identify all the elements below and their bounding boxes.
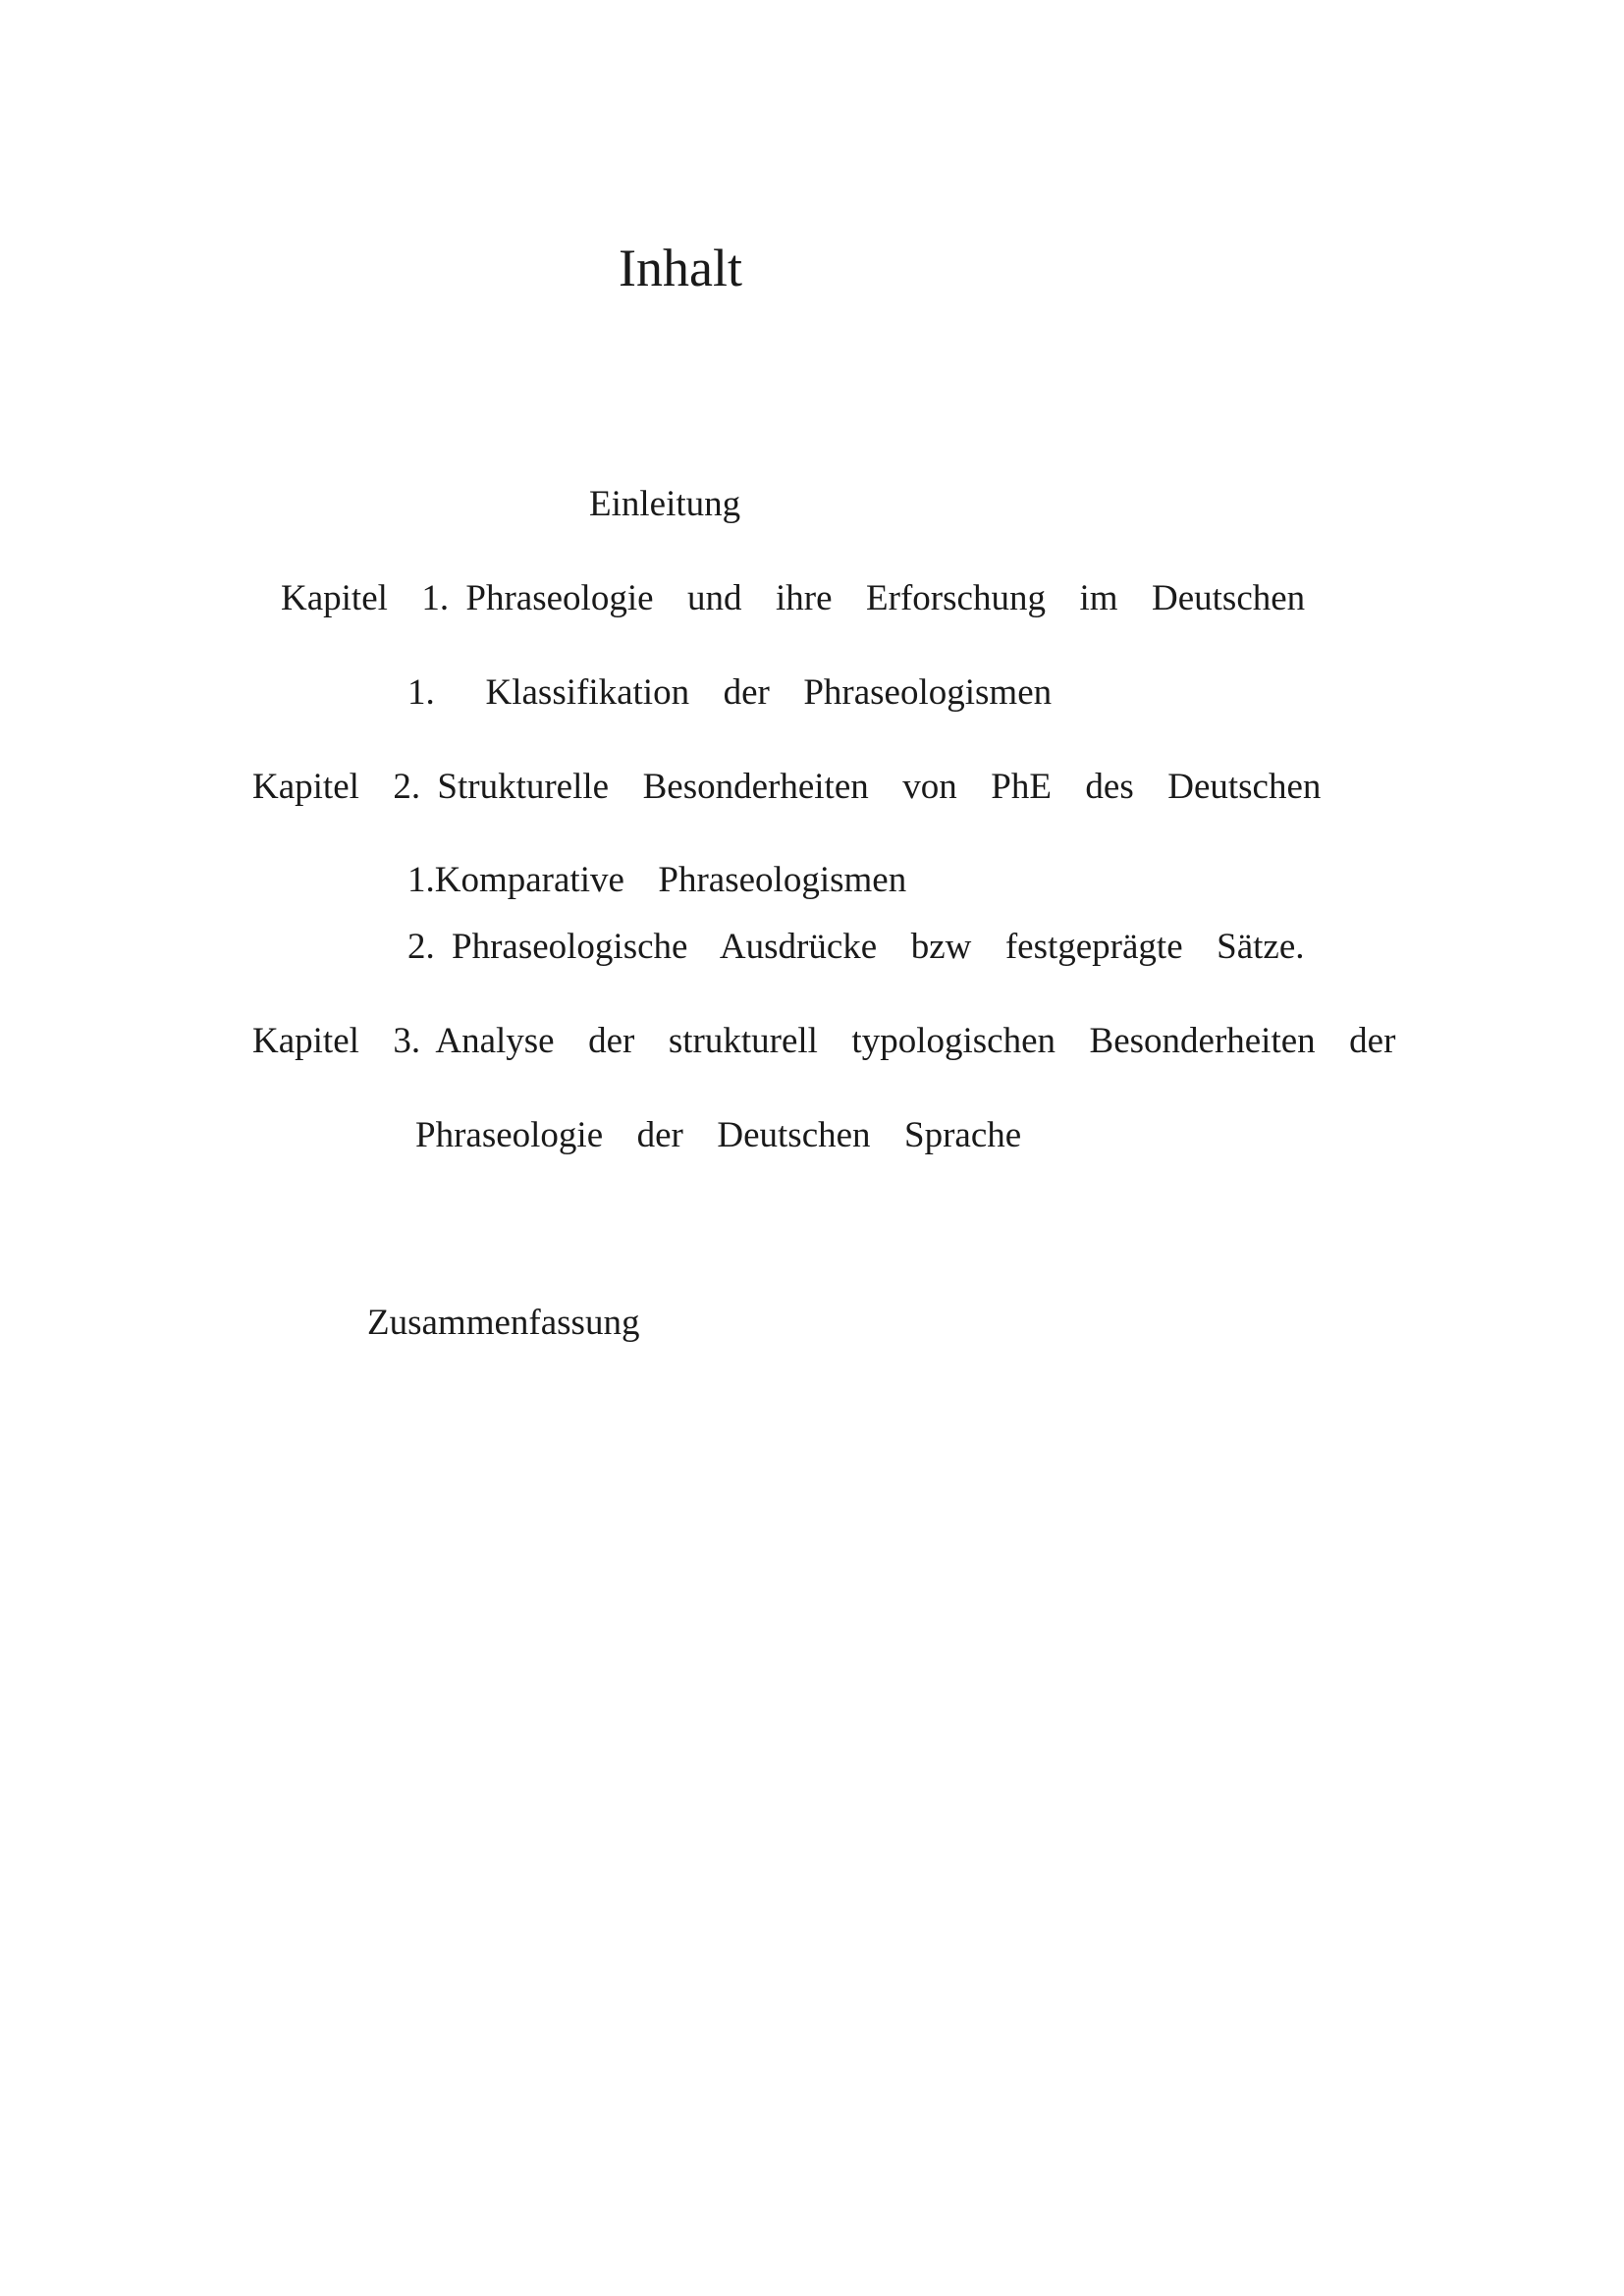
toc-subentry-kapitel-2-2: 2. Phraseologische Ausdrücke bzw festgeprägte Sätze. [407, 927, 1305, 967]
toc-subentry-kapitel-1-1: 1. Klassifikation der Phraseologismen [407, 672, 1053, 713]
page-title: Inhalt [619, 239, 742, 297]
toc-entry-kapitel-1: Kapitel 1. Phraseologie und ihre Erforschung im Deutschen [281, 578, 1306, 618]
toc-entry-kapitel-3-continued: Phraseologie der Deutschen Sprache [415, 1115, 1022, 1155]
toc-entry-einleitung: Einleitung [589, 484, 741, 524]
toc-entry-kapitel-3: Kapitel 3. Analyse der strukturell typologischen Besonderheiten der [252, 1021, 1396, 1061]
toc-entry-kapitel-2: Kapitel 2. Strukturelle Besonderheiten von PhE des Deutschen [252, 767, 1322, 807]
toc-subentry-kapitel-2-1: 1.Komparative Phraseologismen [407, 860, 907, 900]
toc-entry-zusammenfassung: Zusammenfassung [367, 1303, 640, 1343]
